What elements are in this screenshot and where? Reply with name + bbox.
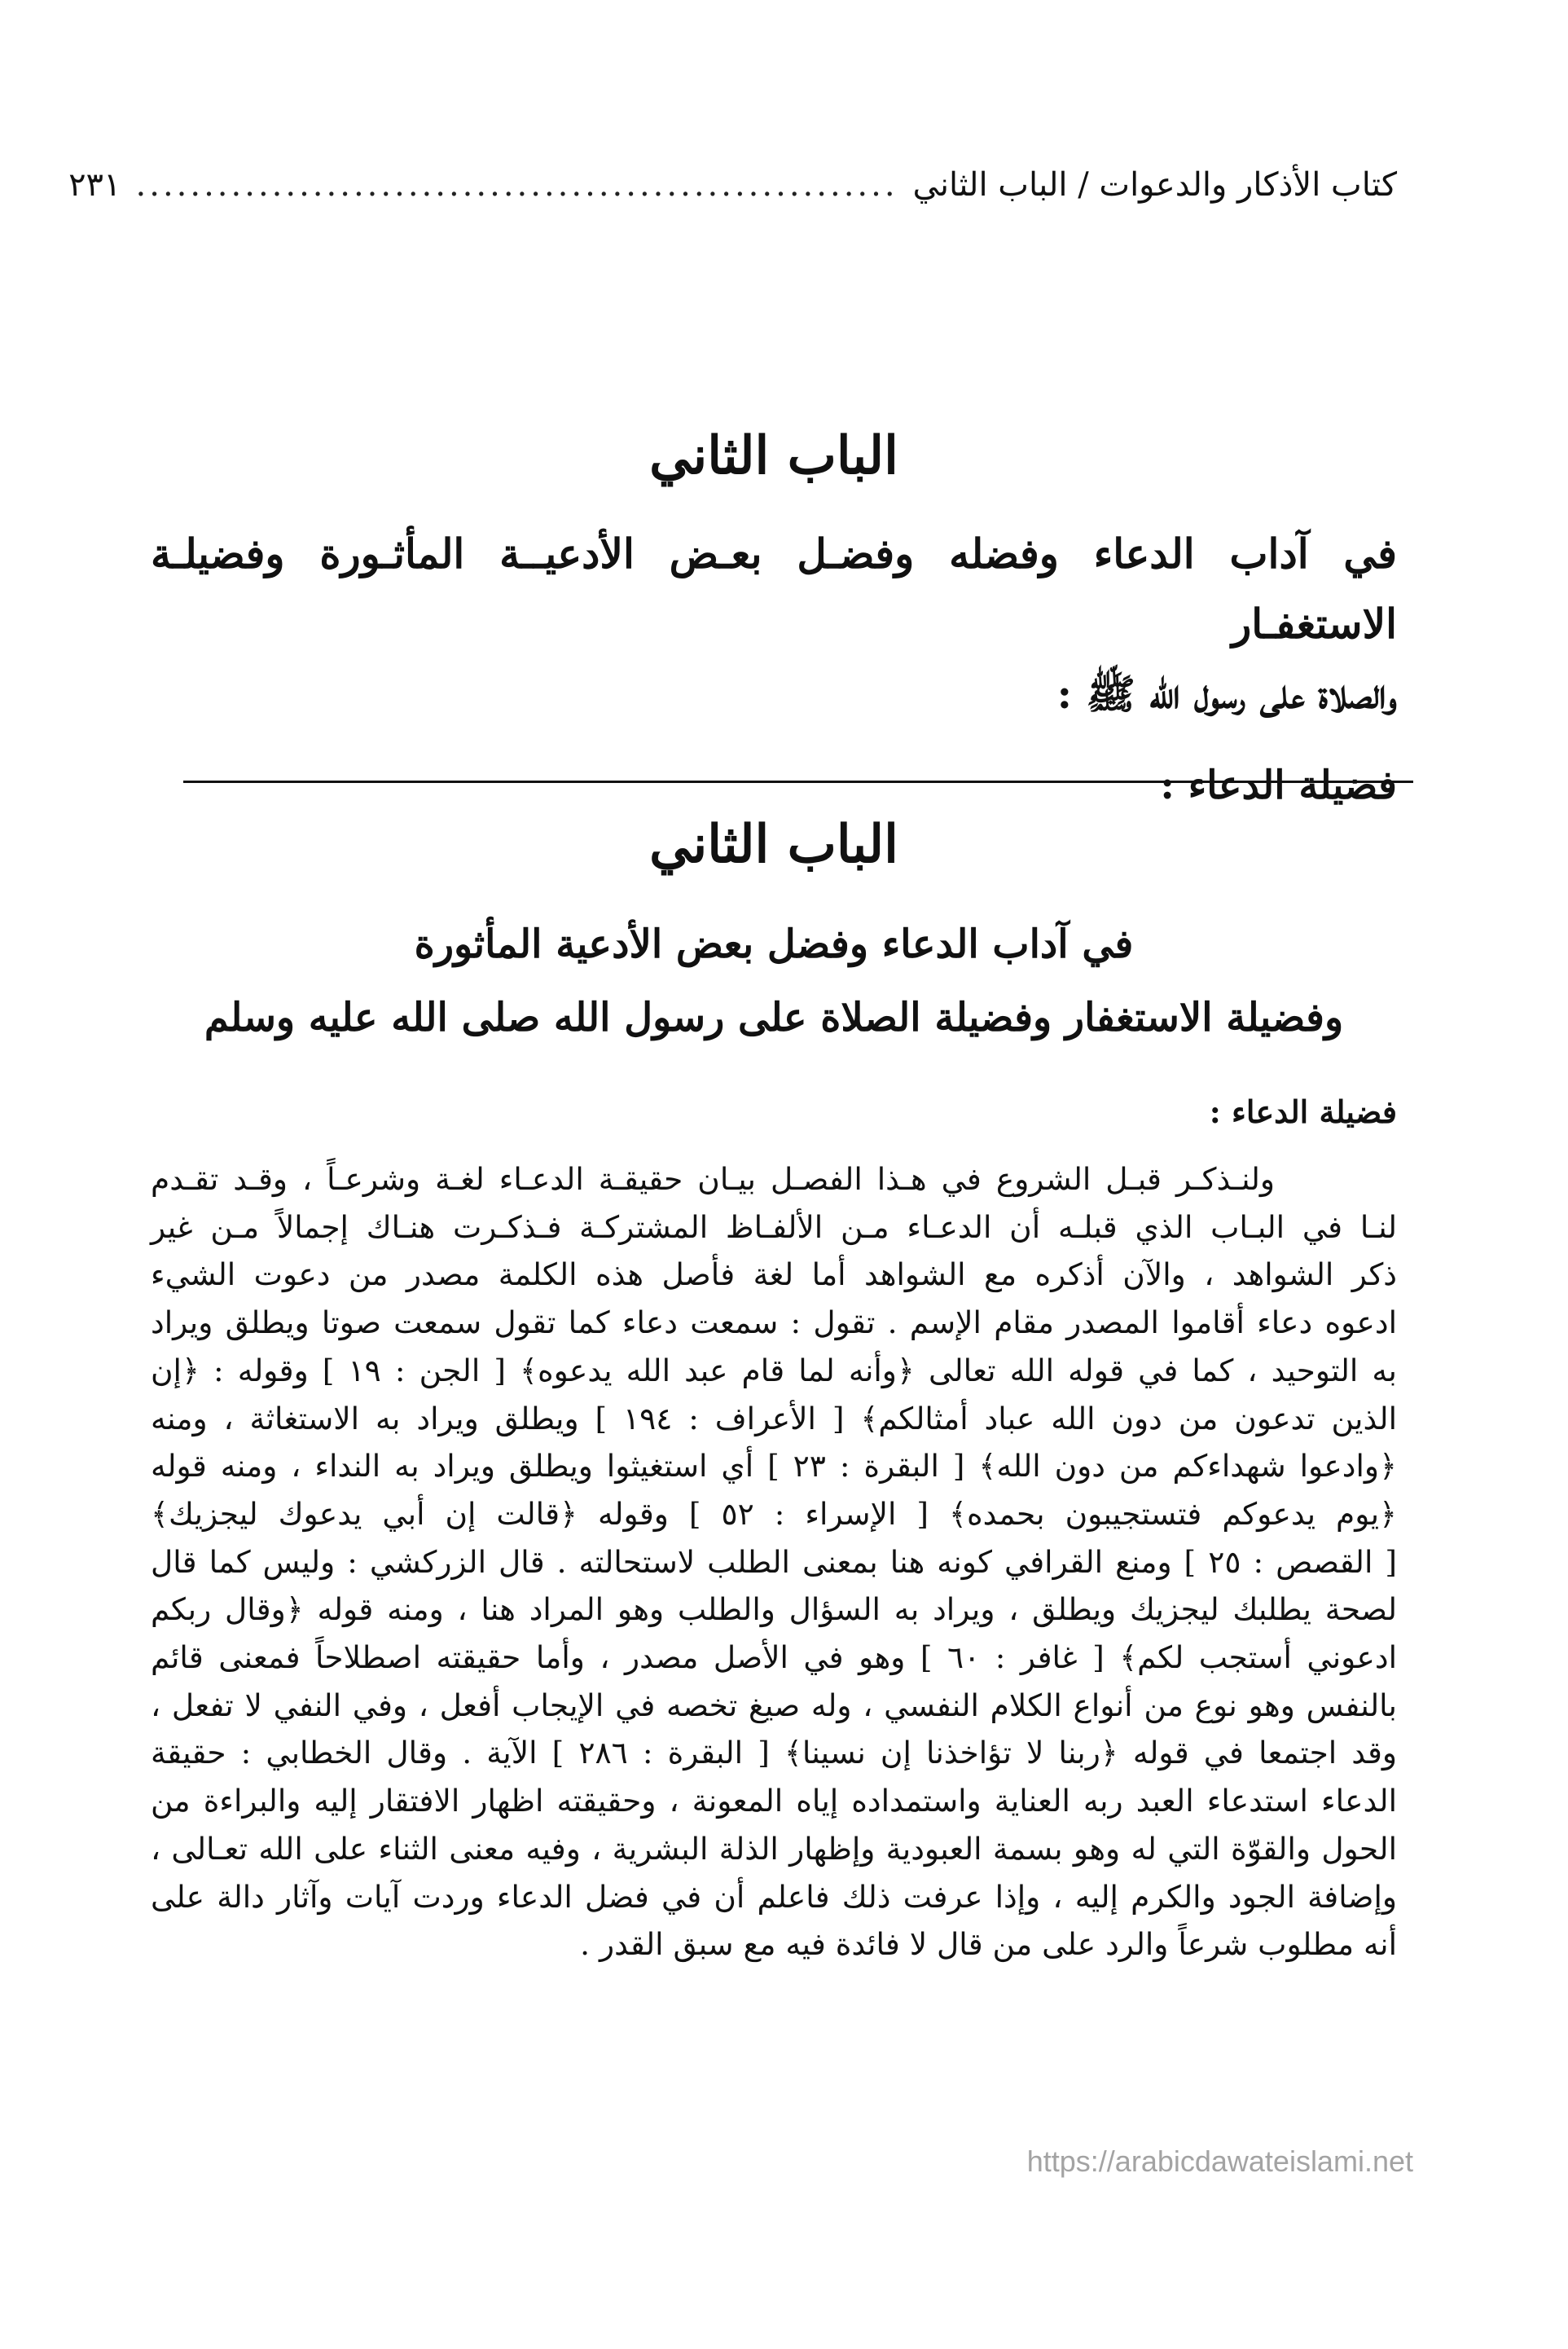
body-line: ﴿يوم يدعوكم فتستجيبون بحمده﴾ [ الإسراء : ٥٢ ] وقوله ﴿قالت إن أبي يدعوك ليجزيك﴾	[151, 1495, 1397, 1532]
body-line: [ القصص : ٢٥ ] ومنع القرافي كونه هنا بمعنى الطلب لاستحالته . قال الزركشي : وليس كما قال	[151, 1543, 1398, 1580]
section-heading-second: فضيلة الدعاء :	[1209, 1093, 1397, 1130]
body-line: الذين تدعون من دون الله عباد أمثالكم﴾ [ الأعراف : ١٩٤ ] ويطلق ويراد به الاستغاثة ، ومنه	[151, 1400, 1397, 1436]
body-line: لنـا في البـاب الذي قبلـه أن الدعـاء مـن الألفـاظ المشتركـة فـذكـرت هنـاك إجمالاً مـن غير	[151, 1208, 1397, 1245]
body-line: به التوحيد ، كما في قوله الله تعالى ﴿وأنه لما قام عبد الله يدعوه﴾ [ الجن : ١٩ ] وقوله : ﴿إن	[151, 1352, 1397, 1388]
chapter-subtitle	[151, 519, 1397, 729]
body-line: لصحة يطلبك ليجزيك ويطلق ، ويراد به السؤال والطلب وهو المراد هنا ، ومنه قوله ﴿وقال ربكم	[151, 1591, 1397, 1628]
chapter-heading-second	[151, 800, 1397, 1054]
body-line: ادعوه دعاء أقاموا المصدر مقام الإسم . تقول : سمعت دعاء كما تقول سمعت صوتا ويطلق ويراد	[151, 1304, 1397, 1341]
body-line: ﴿وادعوا شهداءكم من دون الله﴾ [ البقرة : ٢٣ ] أي استغيثوا ويطلق ويراد به النداء ، ومنه قوله	[151, 1448, 1397, 1485]
chapter-title: الباب الثاني	[649, 425, 898, 486]
running-header-leader-dots: ........................................................	[135, 166, 898, 204]
body-paragraph	[151, 1155, 1397, 1968]
chapter-subtitle-line-2: والصلاة على رسول الله ﷺ :	[1056, 670, 1397, 718]
chapter-subtitle-second-line-1: في آداب الدعاء وفضل بعض الأدعية المأثورة	[414, 922, 1134, 967]
chapter-subtitle-line-1: في آداب الدعاء وفضله وفضـل بعـض الأدعيــة المأثـورة وفضيلـة الاستغفـار	[151, 530, 1397, 648]
body-line: أنه مطلوب شرعاً والرد على من قال لا فائدة فيه مع سبق القدر .	[580, 1926, 1397, 1963]
body-line: ادعوني أستجب لكم﴾ [ غافر : ٦٠ ] وهو في الأصل مصدر ، وأما حقيقته اصطلاحاً فمعنى قائم	[151, 1639, 1397, 1676]
body-line: الحول والقوّة التي له وهو بسمة العبودية وإظهار الذلة البشرية ، وفيه معنى الثناء على الله تعـالى ،	[151, 1830, 1397, 1867]
body-line: الدعاء استدعاء العبد ربه العناية واستمداده إياه المعونة ، وحقيقته اظهار الافتقار إليه والبراءة من	[151, 1783, 1397, 1819]
horizontal-divider	[183, 781, 1413, 783]
chapter-heading-bold	[151, 411, 1397, 822]
body-line: وقد اجتمعا في قوله ﴿ربنا لا تؤاخذنا إن نسينا﴾ [ البقرة : ٢٨٦ ] الآية . وقال الخطابي : حقيقة	[151, 1735, 1397, 1771]
chapter-subtitle-second	[151, 908, 1397, 1054]
body-line: ولنـذكـر قبـل الشروع في هـذا الفصـل بيـان حقيقـة الدعـاء لغـة وشرعـاً ، وقـد تقـدم	[151, 1161, 1275, 1197]
chapter-subtitle-second-line-2: وفضيلة الاستغفار وفضيلة الصلاة على رسول الله صلى الله عليه وسلم	[204, 995, 1344, 1040]
body-line: وإضافة الجود والكرم إليه ، وإذا عرفت ذلك فاعلم أن في فضل الدعاء وردت آيات وآثار دالة على	[151, 1878, 1397, 1915]
body-line: بالنفس وهو نوع من أنواع الكلام النفسي ، وله صيغ تخصه في الإيجاب أفعل ، وفي النفي لا تفعل ،	[151, 1687, 1397, 1723]
body-line: ذكر الشواهد ، والآن أذكره مع الشواهد أما لغة فأصل هذه الكلمة مصدر من دعوت الشيء	[151, 1256, 1397, 1293]
chapter-title-second: الباب الثاني	[649, 814, 898, 875]
page-number: ٢٣١	[68, 166, 121, 204]
running-header-title: كتاب الأذكار والدعوات / الباب الثاني	[912, 166, 1397, 204]
section-heading: فضيلة الدعاء :	[1160, 763, 1397, 808]
running-header	[68, 156, 1397, 213]
watermark-url: https://arabicdawateislami.net	[1026, 2144, 1413, 2178]
